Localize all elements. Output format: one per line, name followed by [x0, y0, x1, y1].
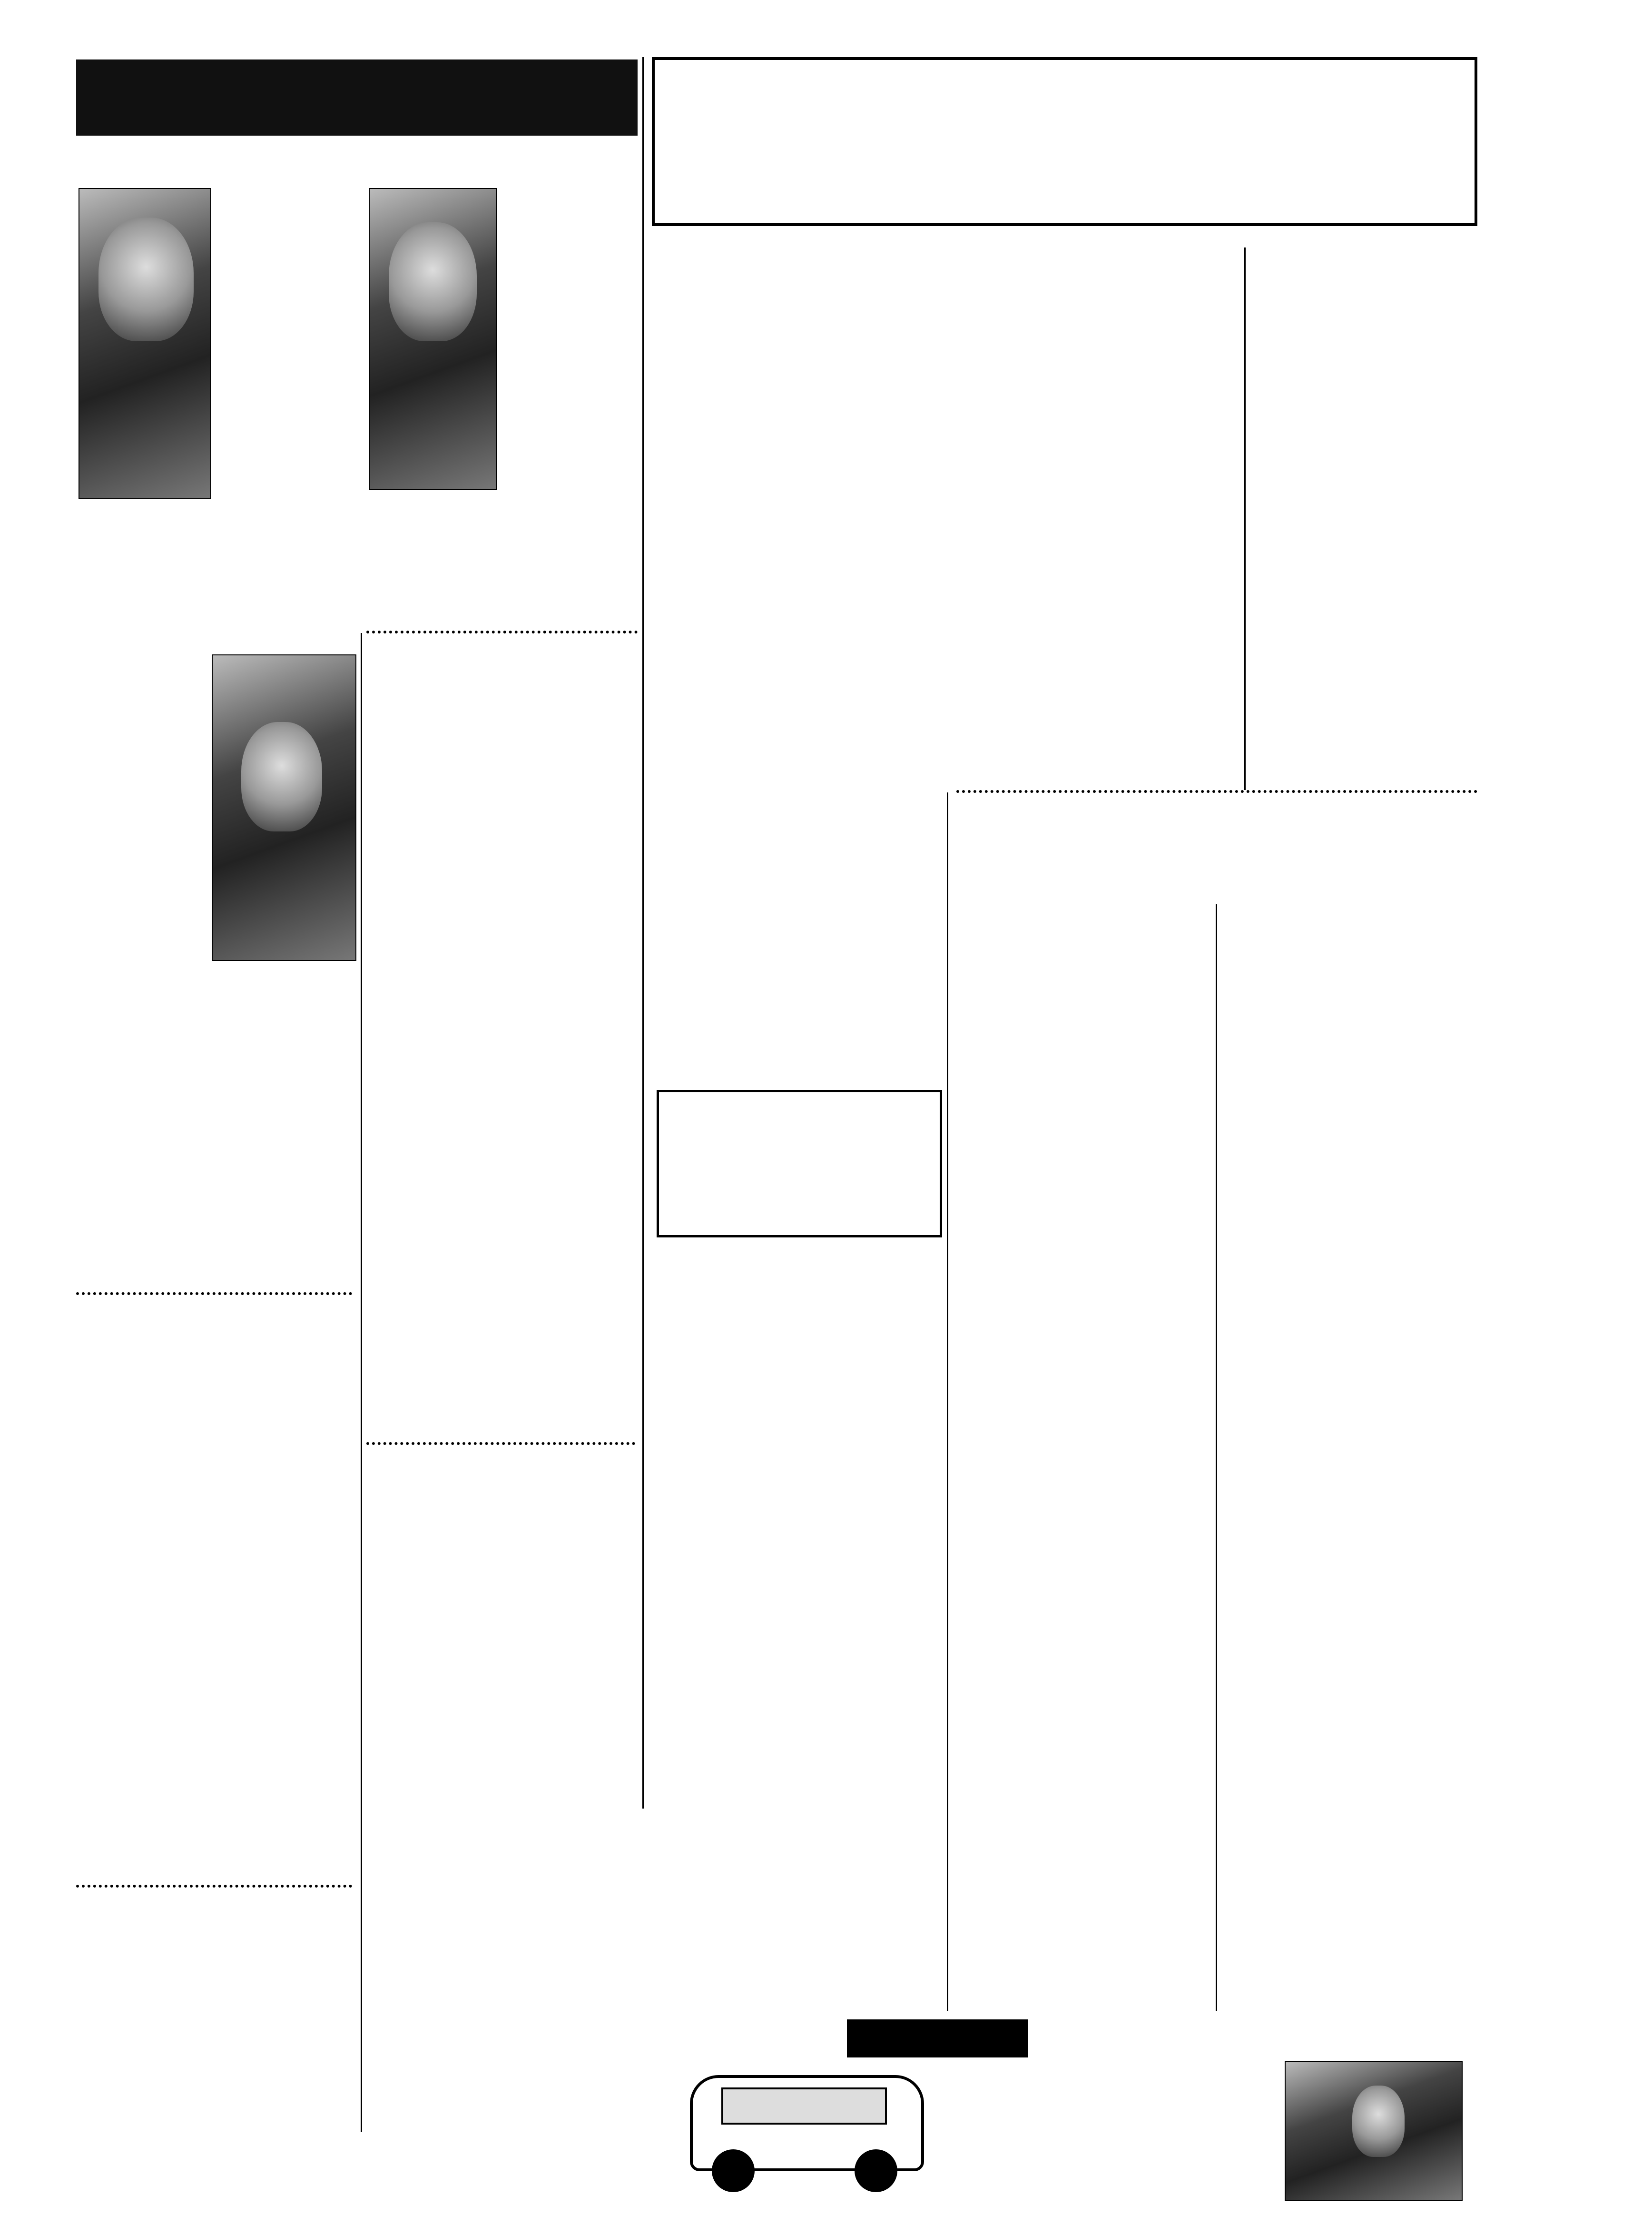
instituto-text-2	[956, 362, 1237, 790]
col-divider-braga	[947, 792, 948, 2011]
marinha-text	[79, 1478, 354, 1878]
col-divider-left	[361, 633, 362, 2132]
coimbra-box	[652, 57, 1477, 226]
q2-answer	[369, 319, 638, 623]
divider-ora-2	[76, 1292, 352, 1295]
reitor-text	[654, 1875, 940, 2008]
divider-festa	[956, 790, 1477, 793]
festa-text-2	[1223, 914, 1477, 1352]
motor-ad	[76, 2018, 1561, 2019]
braga-box	[657, 1090, 942, 1237]
lectivo-text	[654, 1604, 940, 1761]
aero-text	[79, 1937, 354, 2127]
lag-text	[366, 857, 635, 1435]
sociedade-text	[1251, 343, 1477, 776]
q1-answer	[79, 347, 359, 614]
col-divider-mid	[642, 57, 644, 1809]
natal-text	[956, 1809, 1223, 2008]
cadc-text	[1223, 1394, 1477, 2011]
festa-text-1	[956, 914, 1211, 1252]
ad-car	[690, 2075, 924, 2171]
ad-motor-logo	[847, 2019, 1028, 2057]
q3-intro	[79, 654, 207, 773]
visita-text	[956, 1366, 1223, 1732]
ora-banner	[76, 59, 638, 136]
q3-answer	[79, 776, 354, 1285]
col-divider-coimbra	[1244, 247, 1246, 790]
col-divider-right	[1216, 904, 1217, 2011]
q2-intro	[500, 188, 638, 316]
distrito-text	[654, 1354, 940, 1497]
divider-ora-1	[366, 631, 638, 633]
instituto-text-1	[654, 362, 947, 1085]
divider-agredida	[366, 1442, 635, 1445]
agredida-text	[366, 1585, 635, 1813]
q1-intro	[216, 188, 359, 345]
ad-photo-manuel-giao	[1285, 2061, 1463, 2201]
divider-aero	[76, 1885, 352, 1888]
